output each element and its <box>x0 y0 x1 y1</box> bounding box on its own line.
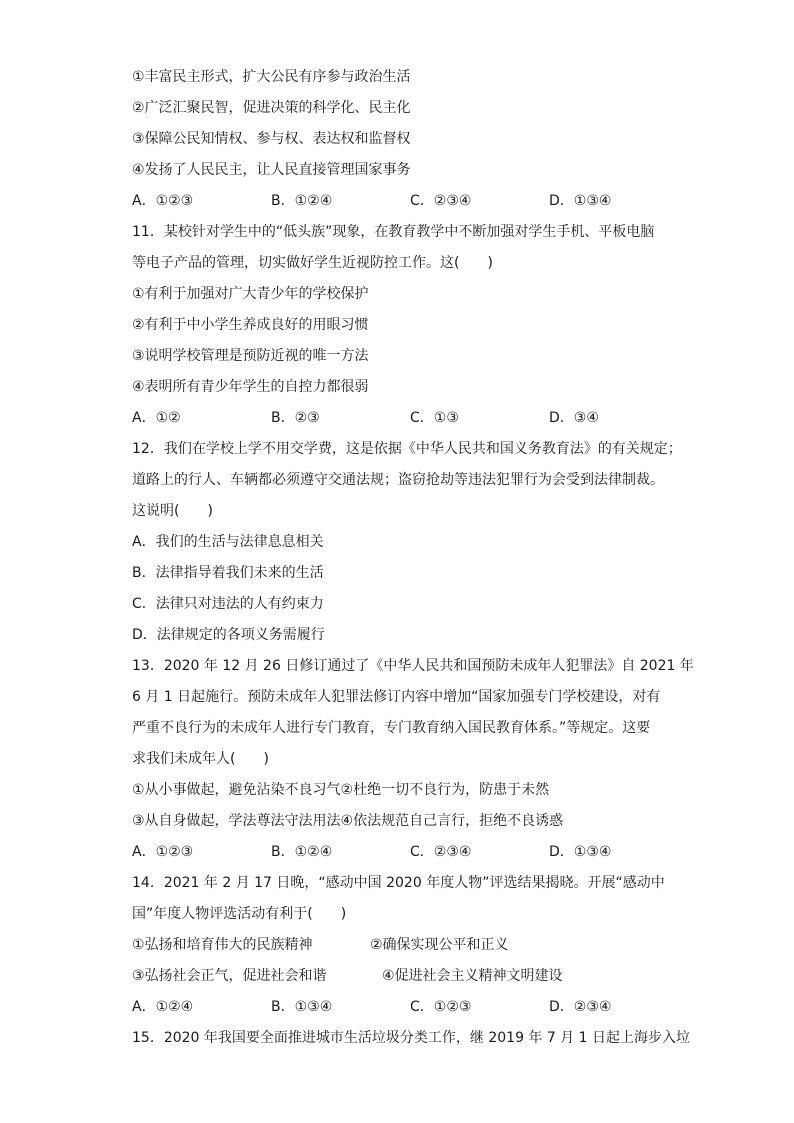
choice-b: B．①②④ <box>271 844 333 860</box>
choice-c: C．②③④ <box>410 193 472 209</box>
question-content <box>132 62 694 1054</box>
question-stem-line: 14．2021 年 2 月 17 日晚，“感动中国 2020 年度人物”评选结果揭晓。开展“感动中 <box>132 875 665 891</box>
choice-d: D．法律规定的各项义务需履行 <box>132 627 325 643</box>
choice-a: A．我们的生活与法律息息相关 <box>132 534 324 550</box>
choice-c: C．①③ <box>410 410 459 426</box>
choice-b: B．①②④ <box>271 193 333 209</box>
choice-d: D．③④ <box>549 410 599 426</box>
option-line: ②有利于中小学生养成良好的用眼习惯 <box>132 317 369 333</box>
option-line: ④表明所有青少年学生的自控力都很弱 <box>132 379 369 395</box>
question-stem-line: 等电子产品的管理，切实做好学生近视防控工作。这( ) <box>132 255 493 271</box>
question-stem-line: 12．我们在学校上学不用交学费，这是依据《中华人民共和国义务教育法》的有关规定； <box>132 441 682 457</box>
question-14 <box>132 868 672 1023</box>
question-stem-line: 15．2020 年我国要全面推进城市生活垃圾分类工作，继 2019 年 7 月 1 日起上海步入垃 <box>132 1030 691 1046</box>
question-11 <box>132 217 672 434</box>
option-line: ①丰富民主形式，扩大公民有序参与政治生活 <box>132 69 411 85</box>
choice-row <box>132 837 672 868</box>
choice-c: C．②③④ <box>410 844 472 860</box>
option-line: ③保障公民知情权、参与权、表达权和监督权 <box>132 131 411 147</box>
choice-c: C．法律只对违法的人有约束力 <box>132 596 324 612</box>
option-line: ②广泛汇聚民智，促进决策的科学化、民主化 <box>132 100 411 116</box>
question-15 <box>132 1023 691 1054</box>
choice-b: B．①③④ <box>271 999 333 1015</box>
choice-row <box>132 992 672 1023</box>
option-line: ③说明学校管理是预防近视的唯一方法 <box>132 348 369 364</box>
option-1: ①弘扬和培育伟大的民族精神 <box>132 937 313 953</box>
question-stem-line: 严重不良行为的未成年人进行专门教育，专门教育纳入国民教育体系。”等规定。这要 <box>132 720 651 736</box>
question-stem-line: 13．2020 年 12 月 26 日修订通过了《中华人民共和国预防未成年人犯罪法》自 2021 年 <box>132 658 694 674</box>
choice-d: D．②③④ <box>549 999 612 1015</box>
option-row <box>132 930 672 961</box>
question-stem-line: 国”年度人物评选活动有利于( ) <box>132 906 347 922</box>
question-13 <box>132 651 694 868</box>
option-line: ④发扬了人民民主，让人民直接管理国家事务 <box>132 162 411 178</box>
option-line: ①有利于加强对广大青少年的学校保护 <box>132 286 369 302</box>
choice-a: A．①②④ <box>132 999 194 1015</box>
choice-b: B．②③ <box>271 410 320 426</box>
choice-d: D．①③④ <box>549 844 612 860</box>
choice-b: B．法律指导着我们未来的生活 <box>132 565 324 581</box>
question-stem-line: 求我们未成年人( ) <box>132 751 269 767</box>
choice-d: D．①③④ <box>549 193 612 209</box>
choice-row <box>132 186 672 217</box>
question-12 <box>132 434 682 651</box>
option-line: ③从自身做起，学法尊法守法用法④依法规范自己言行，拒绝不良诱惑 <box>132 813 564 829</box>
choice-a: A．①② <box>132 410 181 426</box>
option-row <box>132 961 672 992</box>
question-10-options <box>132 62 672 217</box>
option-3: ③弘扬社会正气，促进社会和谐 <box>132 968 327 984</box>
question-stem-line: 道路上的行人、车辆都必须遵守交通法规；盗窃抢劫等违法犯罪行为会受到法律制裁。 <box>132 472 664 488</box>
question-stem-line: 11．某校针对学生中的“低头族”现象，在教育教学中不断加强对学生手机、平板电脑 <box>132 224 655 240</box>
choice-c: C．①②③ <box>410 999 472 1015</box>
option-line: ①从小事做起，避免沾染不良习气②杜绝一切不良行为，防患于未然 <box>132 782 550 798</box>
choice-a: A．①②③ <box>132 193 194 209</box>
choice-a: A．①②③ <box>132 844 194 860</box>
question-stem-line: 这说明( ) <box>132 503 213 519</box>
question-stem-line: 6 月 1 日起施行。预防未成年人犯罪法修订内容中增加“国家加强专门学校建设，对有 <box>132 689 661 705</box>
option-2: ②确保实现公平和正义 <box>370 937 509 953</box>
choice-row <box>132 403 672 434</box>
option-4: ④促进社会主义精神文明建设 <box>382 968 563 984</box>
